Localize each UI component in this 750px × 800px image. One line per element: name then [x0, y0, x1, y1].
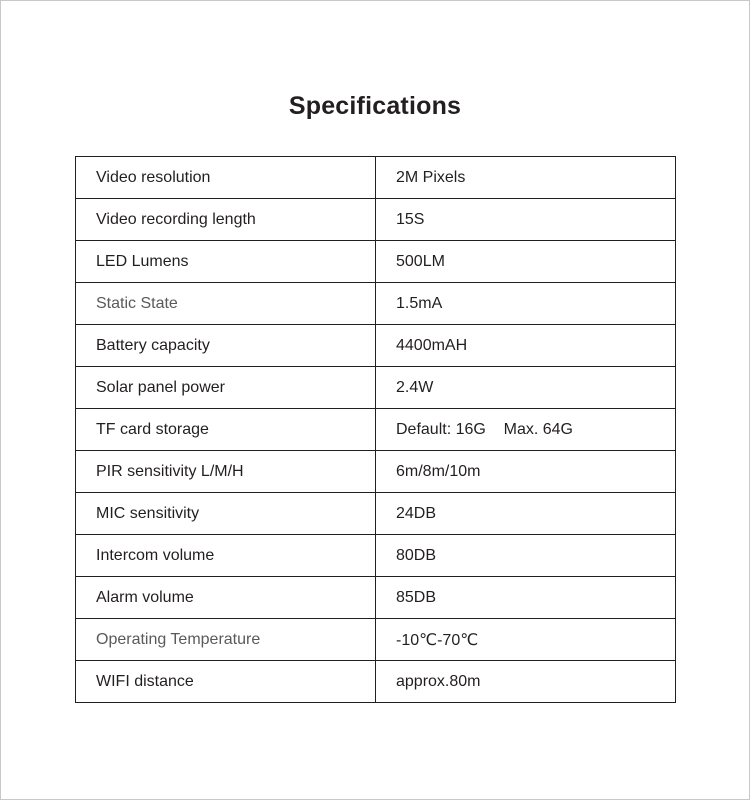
table-row — [76, 493, 676, 535]
spec-value: 2M Pixels — [376, 157, 676, 199]
spec-label: LED Lumens — [76, 241, 376, 283]
table-row — [76, 199, 676, 241]
spec-value: 2.4W — [376, 367, 676, 409]
spec-label: Static State — [76, 283, 376, 325]
page-title: Specifications — [288, 92, 462, 120]
spec-value: 1.5mA — [376, 283, 676, 325]
spec-label: WIFI distance — [76, 661, 376, 703]
table-row — [76, 325, 676, 367]
spec-value: -10℃-70℃ — [376, 619, 676, 661]
table-row — [76, 535, 676, 577]
spec-value: 4400mAH — [376, 325, 676, 367]
spec-label: TF card storage — [76, 409, 376, 451]
spec-label: MIC sensitivity — [76, 493, 376, 535]
spec-value: 6m/8m/10m — [376, 451, 676, 493]
specifications-table — [75, 156, 676, 703]
table-row — [76, 577, 676, 619]
spec-label: Video resolution — [76, 157, 376, 199]
spec-value: 500LM — [376, 241, 676, 283]
spec-label: Battery capacity — [76, 325, 376, 367]
table-row — [76, 409, 676, 451]
table-row — [76, 661, 676, 703]
table-row — [76, 367, 676, 409]
table-row — [76, 619, 676, 661]
table-row — [76, 157, 676, 199]
spec-label: Alarm volume — [76, 577, 376, 619]
spec-value: approx.80m — [376, 661, 676, 703]
table-row — [76, 283, 676, 325]
spec-label: Video recording length — [76, 199, 376, 241]
spec-value: 15S — [376, 199, 676, 241]
spec-label: Intercom volume — [76, 535, 376, 577]
spec-value: 85DB — [376, 577, 676, 619]
table-row — [76, 451, 676, 493]
spec-value: 24DB — [376, 493, 676, 535]
spec-value: 80DB — [376, 535, 676, 577]
spec-value: Default: 16G Max. 64G — [376, 409, 676, 451]
spec-label: Operating Temperature — [76, 619, 376, 661]
spec-label: Solar panel power — [76, 367, 376, 409]
table-row — [76, 241, 676, 283]
spec-label: PIR sensitivity L/M/H — [76, 451, 376, 493]
